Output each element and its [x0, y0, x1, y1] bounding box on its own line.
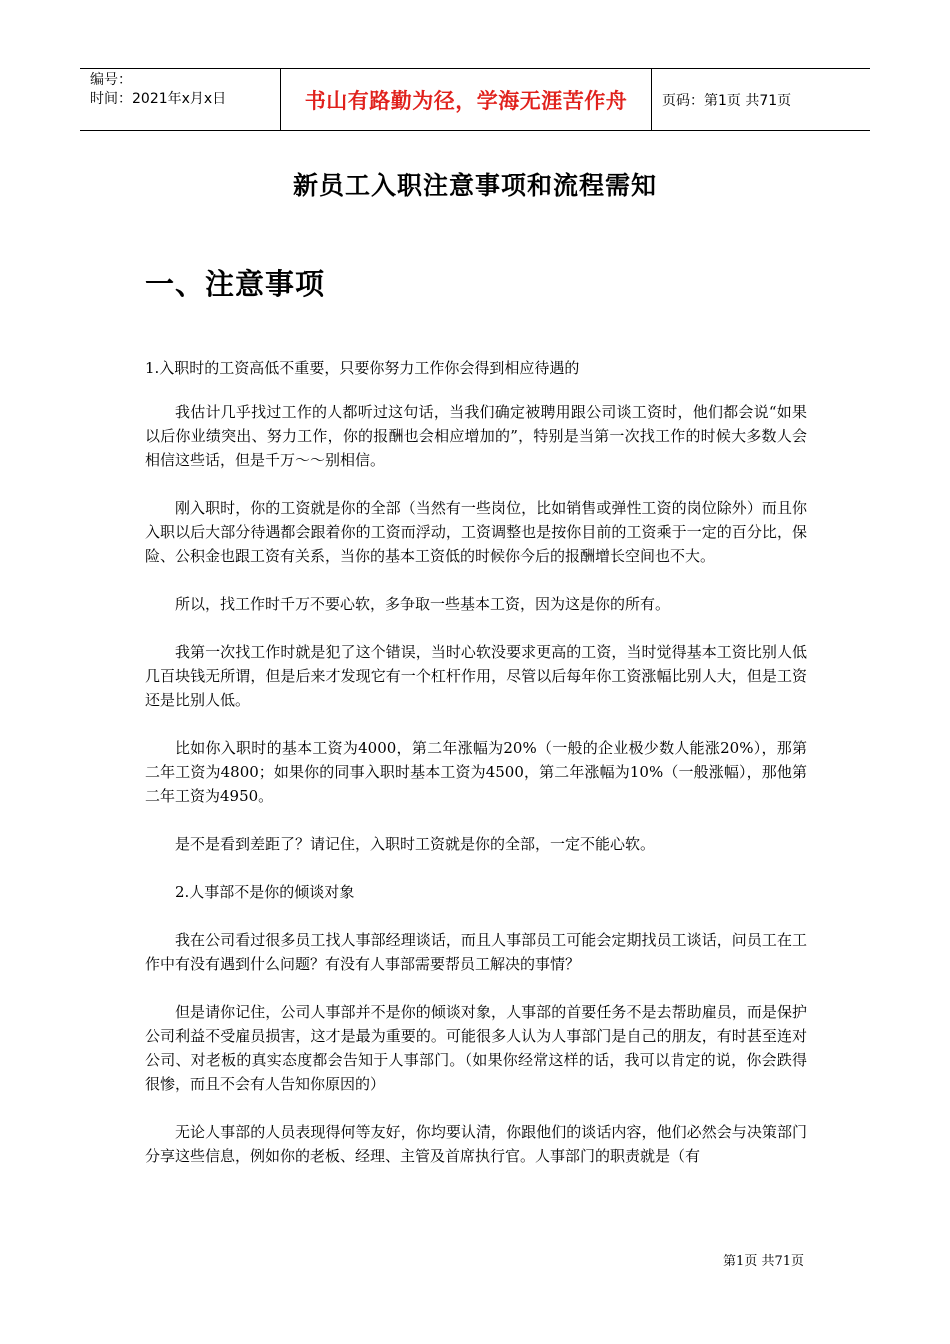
paragraph: 我在公司看过很多员工找人事部经理谈话，而且人事部员工可能会定期找员工谈话，问员工在工作中有没有遇到什么问题？有没有人事部需要帮员工解决的事情？: [145, 931, 807, 973]
paragraph-item-heading-2: 2.人事部不是你的倾谈对象: [175, 883, 355, 901]
paragraph: 但是请你记住，公司人事部并不是你的倾谈对象，人事部的首要任务不是去帮助雇员，而是保护公司利益不受雇员损害，这才是最为重要的。可能很多人认为人事部门是自己的朋友，有时甚至连对公司、对老板的真实态度都会告知于人事部门。（如果你经常这样的话，我可以肯定的说，你会跌得很惨，而且不会有人告知你原因的）: [145, 1003, 807, 1093]
paragraph: 比如你入职时的基本工资为4000，第二年涨幅为20%（一般的企业极少数人能涨20%），那第二年工资为4800；如果你的同事入职时基本工资为4500，第二年涨幅为10%（一般涨幅），那他第二年工资为4950。: [145, 739, 807, 805]
page-footer: 第1页 共71页: [723, 1254, 804, 1269]
time-label: 时间：2021年x月x日: [90, 91, 227, 107]
section-heading: 一、注意事项: [145, 267, 326, 301]
document-body: [145, 356, 807, 1192]
header-meta: [80, 69, 281, 130]
header-motto: 书山有路勤为径，学海无涯苦作舟: [281, 69, 652, 130]
page-header: [80, 68, 870, 131]
paragraph: 我估计几乎找过工作的人都听过这句话，当我们确定被聘用跟公司谈工资时，他们都会说“如果以后你业绩突出、努力工作，你的报酬也会相应增加的”，特别是当第一次找工作的时候大多数人会相信这些话，但是千万～～别相信。: [145, 403, 807, 469]
paragraph: 所以，找工作时千万不要心软，多争取一些基本工资，因为这是你的所有。: [175, 595, 671, 613]
number-label: 编号：: [90, 72, 132, 88]
paragraph: 我第一次找工作时就是犯了这个错误，当时心软没要求更高的工资，当时觉得基本工资比别人低几百块钱无所谓，但是后来才发现它有一个杠杆作用，尽管以后每年你工资涨幅比别人大，但是工资还是比别人低。: [145, 643, 807, 709]
paragraph: 刚入职时，你的工资就是你的全部（当然有一些岗位，比如销售或弹性工资的岗位除外）而且你入职以后大部分待遇都会跟着你的工资而浮动，工资调整也是按你目前的工资乘于一定的百分比，保险、公积金也跟工资有关系，当你的基本工资低的时候你今后的报酬增长空间也不大。: [145, 499, 807, 565]
paragraph: 无论人事部的人员表现得何等友好，你均要认清，你跟他们的谈话内容，他们必然会与决策部门分享这些信息，例如你的老板、经理、主管及首席执行官。人事部门的职责就是（有: [145, 1123, 807, 1165]
paragraph-item-heading-1: 1.入职时的工资高低不重要，只要你努力工作你会得到相应待遇的: [145, 359, 580, 377]
header-page-info: 页码：第1页 共71页: [662, 92, 792, 109]
document-title: 新员工入职注意事项和流程需知: [292, 171, 657, 200]
paragraph: 是不是看到差距了？请记住，入职时工资就是你的全部，一定不能心软。: [175, 835, 656, 853]
